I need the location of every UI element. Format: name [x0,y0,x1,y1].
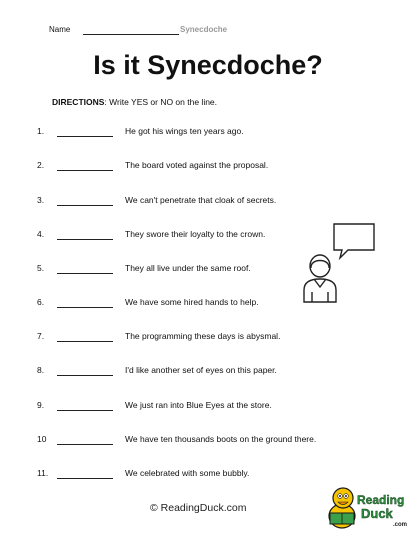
name-label: Name [49,25,71,34]
question-sentence: They all live under the same roof. [125,263,251,273]
answer-blank[interactable] [57,444,113,445]
question-number: 9. [37,400,45,410]
directions-text: : Write YES or NO on the line. [104,97,218,107]
answer-blank[interactable] [57,341,113,342]
answer-blank[interactable] [57,170,113,171]
directions-label: DIRECTIONS [52,97,105,107]
answer-blank[interactable] [57,239,113,240]
question-sentence: The programming these days is abysmal. [125,331,281,341]
worksheet-subject: Synecdoche [180,25,228,34]
question-number: 10 [37,434,47,444]
question-sentence: The board voted against the proposal. [125,160,269,170]
answer-blank[interactable] [57,205,113,206]
question-sentence: We can't penetrate that cloak of secrets. [125,195,277,205]
question-sentence: We have ten thousands boots on the ground there. [125,434,317,444]
question-item [0,195,416,209]
question-number: 3. [37,195,45,205]
answer-blank[interactable] [57,375,113,376]
question-sentence: They swore their loyalty to the crown. [125,229,266,239]
answer-blank[interactable] [57,478,113,479]
question-item [0,400,416,414]
question-item [0,365,416,379]
answer-blank[interactable] [57,136,113,137]
logo-line2: Duck [361,506,393,521]
question-sentence: We just ran into Blue Eyes at the store. [125,400,272,410]
question-number: 8. [37,365,45,375]
question-sentence: I'd like another set of eyes on this paper. [125,365,277,375]
person-speech-bubble-illustration [300,218,380,308]
reading-duck-logo [324,474,414,534]
question-item [0,126,416,140]
question-number: 6. [37,297,45,307]
question-item [0,434,416,448]
question-number: 2. [37,160,45,170]
copyright-footer: © ReadingDuck.com [150,502,247,514]
answer-blank[interactable] [57,410,113,411]
question-sentence: He got his wings ten years ago. [125,126,244,136]
question-sentence: We have some hired hands to help. [125,297,259,307]
question-item [0,331,416,345]
logo-line1: Reading [357,493,405,507]
question-sentence: We celebrated with some bubbly. [125,468,250,478]
question-item [0,160,416,174]
answer-blank[interactable] [57,307,113,308]
speech-bubble-icon [334,224,374,258]
duck-icon [329,488,355,528]
question-number: 5. [37,263,45,273]
answer-blank[interactable] [57,273,113,274]
question-number: 11. [37,468,49,478]
question-number: 1. [37,126,45,136]
page-title: Is it Synecdoche? [93,50,323,80]
logo-suffix: .com [393,522,408,528]
person-icon [304,255,336,302]
question-number: 4. [37,229,45,239]
question-number: 7. [37,331,45,341]
